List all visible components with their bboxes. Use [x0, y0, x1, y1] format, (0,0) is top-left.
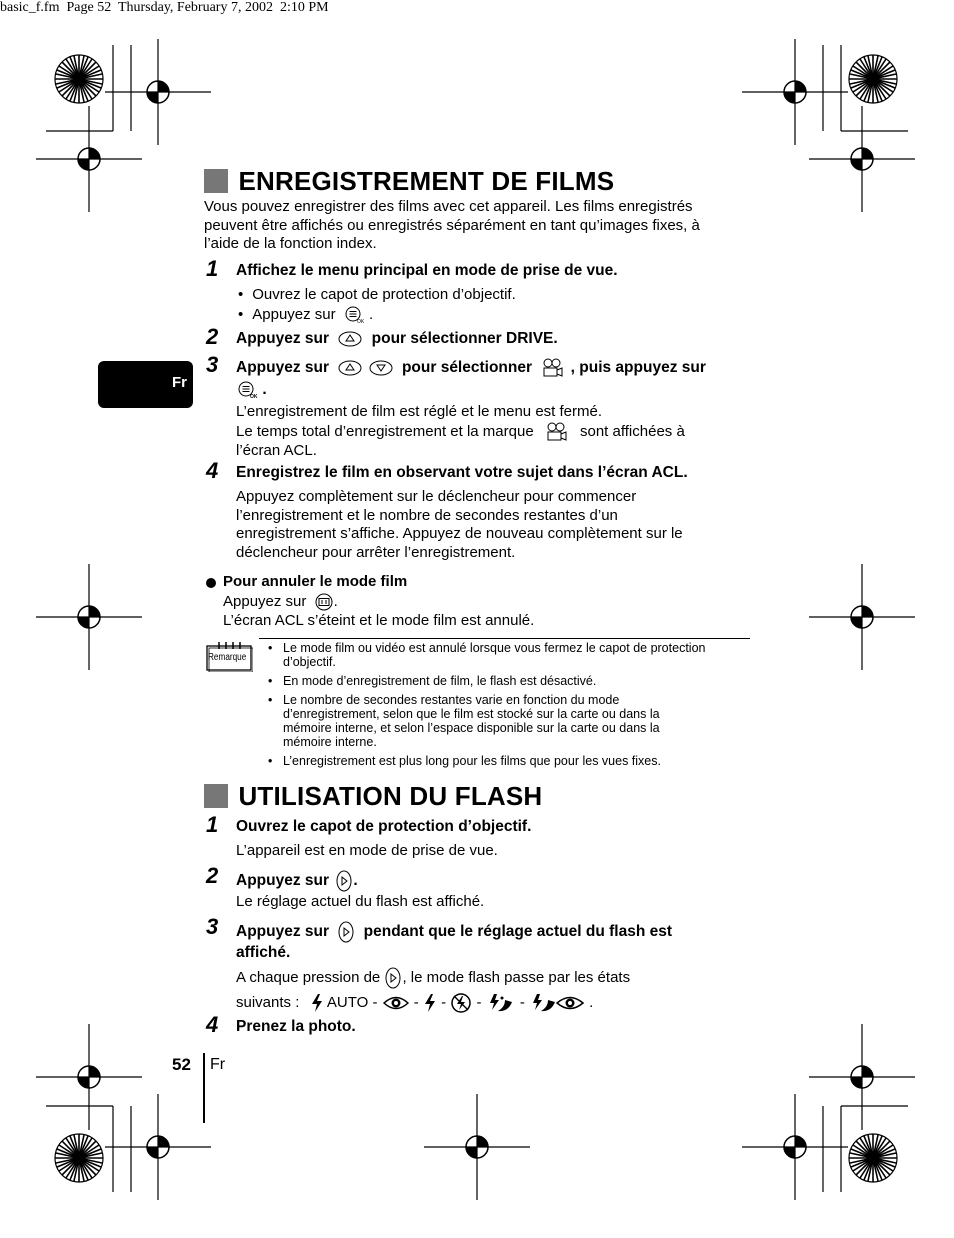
step-title: Appuyez sur pendant que le réglage actuel du flash est — [236, 920, 746, 944]
step-number: 4 — [206, 1012, 219, 1037]
heading-square-icon — [204, 784, 228, 808]
step-body: Le réglage actuel du flash est affiché. — [236, 893, 485, 910]
step-title: Enregistrez le film en observant votre sujet dans l’écran ACL. — [236, 464, 688, 481]
right-arrow-button-icon — [337, 920, 355, 944]
bullet-dot-icon — [206, 578, 216, 588]
step-number: 2 — [206, 863, 219, 888]
section-heading-films — [204, 166, 614, 197]
step-number: 3 — [206, 914, 219, 939]
right-arrow-button-icon — [384, 966, 402, 990]
step-title: Prenez la photo. — [236, 1018, 356, 1035]
language-tab: Fr — [98, 361, 193, 408]
cancel-title: Pour annuler le mode film — [223, 573, 408, 590]
note-item: • Le mode film ou vidéo est annulé lorsque vous fermez le capot de protection d’objectif. — [268, 641, 706, 669]
step-title: Ouvrez le capot de protection d’objectif. — [236, 818, 532, 835]
file-header-info: basic_f.fm Page 52 Thursday, February 7, 2002 2:10 PM — [0, 0, 329, 15]
note-item: • L’enregistrement est plus long pour les films que pour les vues fixes. — [268, 754, 661, 768]
step-number: 2 — [206, 324, 219, 349]
step-body: L’appareil est en mode de prise de vue. — [236, 842, 498, 859]
section-heading-flash — [204, 781, 542, 812]
step-title: Appuyez sur . — [236, 869, 358, 893]
step-title-continued: OK . — [238, 381, 267, 399]
step-bullets: • Ouvrez le capot de protection d’objectif. • Appuyez sur OK . — [238, 286, 516, 324]
step-body: Appuyez complètement sur le déclencheur pour commencer l’enregistrement et le nombre de secondes restantes d’un enregistrement s’affiche. Appuyez de nouveau complètement sur le déclencheur pour arrêter l’enregistrement. — [236, 488, 683, 561]
heading-square-icon — [204, 169, 228, 193]
step-number: 4 — [206, 458, 219, 483]
up-arrow-button-icon — [337, 359, 363, 377]
flash-off-icon — [450, 992, 472, 1014]
section-title: ENREGISTREMENT DE FILMS — [238, 166, 615, 196]
menu-ok-button-icon — [345, 306, 365, 324]
intro-paragraph: Vous pouvez enregistrer des films avec cet appareil. Les films enregistrés peuvent être affichés ou enregistrés séparément en tant qu’images fixes, à l’aide de la fonction index. — [204, 198, 700, 252]
step-title-continued: affiché. — [236, 944, 291, 961]
display-button-icon — [314, 593, 334, 611]
step-number: 1 — [206, 256, 219, 281]
night-scene-red-eye-icon — [529, 992, 585, 1014]
right-arrow-button-icon — [335, 869, 353, 893]
up-arrow-button-icon — [337, 330, 363, 348]
down-arrow-button-icon — [368, 359, 394, 377]
note-item: • Le nombre de secondes restantes varie en fonction du mode d’enregistrement, selon que le film est stocké sur la carte ou dans la mémoire interne, et selon l’espace disponible sur la carte ou dans la mémoire interne. — [268, 693, 660, 749]
fill-in-flash-icon — [423, 993, 437, 1013]
red-eye-reduction-icon — [382, 994, 410, 1012]
step-number: 3 — [206, 352, 219, 377]
cancel-body: Appuyez sur . L’écran ACL s’éteint et le mode film est annulé. — [223, 593, 535, 629]
note-rule — [259, 638, 750, 639]
flash-auto-icon — [310, 993, 324, 1013]
movie-camera-icon — [540, 358, 566, 378]
svg-text:OK: OK — [250, 394, 258, 399]
svg-text:OK: OK — [356, 318, 365, 324]
page-number: 52 — [172, 1055, 191, 1074]
movie-camera-icon — [544, 422, 570, 442]
section-title: UTILISATION DU FLASH — [238, 781, 543, 811]
step-number: 1 — [206, 812, 219, 837]
step-body: L’enregistrement de film est réglé et le menu est fermé. Le temps total d’enregistrement et la marque sont affichées à l’écran ACL. — [236, 403, 685, 459]
remarque-icon: Remarque — [205, 640, 253, 672]
step-title: Appuyez sur pour sélectionner DRIVE. — [236, 330, 558, 348]
note-item: • En mode d’enregistrement de film, le flash est désactivé. — [268, 674, 597, 688]
step-title: Appuyez sur pour sélectionner , puis appuyez sur — [236, 359, 706, 377]
menu-ok-button-icon — [238, 381, 258, 399]
footer-rule — [203, 1053, 205, 1123]
step-title: Affichez le menu principal en mode de prise de vue. — [236, 262, 618, 279]
step-body: A chaque pression de , le mode flash passe par les états suivants : AUTO - - - - - . — [236, 966, 756, 1014]
footer-lang: Fr — [210, 1056, 226, 1073]
note-list — [268, 641, 758, 768]
night-scene-icon — [486, 992, 516, 1014]
